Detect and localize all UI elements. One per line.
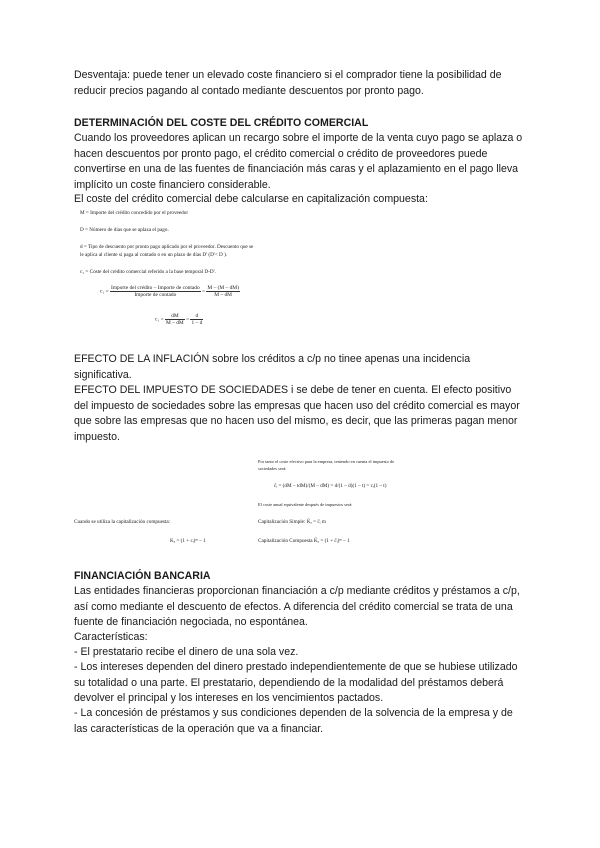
scan2-line3: El coste anual equivalente después de impuestos será:	[258, 502, 353, 507]
scan2-line1: Por tanto el coste efectivo para la empresa, teniendo en cuenta el impuesto de	[258, 459, 395, 464]
m-definition: M = Importe del crédito concedido por el proveedor	[80, 210, 189, 216]
scan2-compound-formula-left: Kₐ = (1 + cᵢ)ᵐ – 1	[170, 538, 206, 544]
credit-cost-formula-scan	[80, 207, 370, 337]
ci-formula: c₁ = $\frac{\text{Importe del crédito – Importe de contado}}{\text{Importe de contado}}$ = $\frac{M - (M - dM)}{M - dM}$	[100, 285, 239, 298]
scan2-compound-label: Cuando se utiliza la capitalización compuesta:	[74, 519, 171, 525]
discount-definition: d = Tipo de descuento por pronto pago aplicado por el proveedor. Descuento que se	[80, 244, 254, 250]
scan2-effective-cost-formula: c̄ᵢ = (dM – tdM)/(M – dM) = d/(1 – d)(1 – t) = cᵢ(1 – t)	[274, 483, 387, 489]
discount-definition-cont: le aplica al cliente si paga al contado o en un plazo de días D' (D'< D ).	[80, 252, 228, 258]
heading-financiacion-bancaria: FINANCIACIÓN BANCARIA	[74, 570, 211, 582]
tax-cost-formula-scan	[74, 455, 524, 555]
scan2-line2: sociedades será:	[258, 466, 287, 471]
cuando-paragraph: Cuando los proveedores aplican un recargo sobre el importe de la venta cuyo pago se aplaza o hacen descuentos por pronto pago, el crédito comercial o crédito de proveedores puede convertirse en una de las fuentes de financiación más caras y el aplazamiento en el pago lleva implícito un coste financiero considerable.	[74, 132, 523, 191]
bullet-1: - El prestatario recibe el dinero de una sola vez.	[74, 646, 299, 658]
d-definition: D = Número de días que se aplaza el pago.	[80, 227, 169, 233]
ci-definition: c₁ = Coste del crédito comercial referido a la base temporal D-D'.	[80, 269, 216, 275]
scan2-compound-formula: Capitalización Compuesta K̄ₐ = (1 + c̄ᵢ)ᵐ – 1	[258, 538, 350, 544]
impuesto-paragraph: EFECTO DEL IMPUESTO DE SOCIEDADES i se debe de tener en cuenta. El efecto positivo del impuesto de sociedades sobre las empresas que hacen uso del crédito comercial es mayor que sobre las empresas que no hacen uso del mismo, es decir, que las primeras pagan menor impuesto.	[74, 384, 520, 443]
coste-calculo-paragraph: El coste del crédito comercial debe calcularse en capitalización compuesta:	[74, 193, 428, 205]
bullet-2: - Los intereses dependen del dinero prestado independientemente de que se hubiese utilizado su totalidad o una parte. El prestatario, dependiendo de la modalidad del préstamos deberá devolver el principal y los intereses en los vencimientos pactados.	[74, 661, 518, 704]
desventaja-paragraph: Desventaja: puede tener un elevado coste financiero si el comprador tiene la posibilidad de reducir precios pagando al contado mediante descuentos por pronto pago.	[74, 69, 502, 97]
entidades-paragraph: Las entidades financieras proporcionan financiación a c/p mediante créditos y préstamos a c/p, así como mediante el descuento de efectos. A diferencia del crédito comercial se trata de una fuente de financiación negociada, no espontánea.	[74, 585, 520, 628]
scan2-simple-formula: Capitalización Simple: K̄ₐ = c̄ᵢ m	[258, 519, 326, 525]
caracteristicas-label: Características:	[74, 631, 148, 643]
heading-coste-credito: DETERMINACIÓN DEL COSTE DEL CRÉDITO COMERCIAL	[74, 117, 369, 129]
inflacion-paragraph: EFECTO DE LA INFLACIÓN sobre los créditos a c/p no tinee apenas una incidencia significativa.	[74, 353, 471, 381]
bullet-3: - La concesión de préstamos y sus condiciones dependen de la solvencia de la empresa y de las características de la operación que va a financiar.	[74, 707, 513, 735]
c1-formula: c₁ = $\frac{dM}{M - dM}$ = $\frac{d}{1 - d}$	[155, 313, 203, 326]
